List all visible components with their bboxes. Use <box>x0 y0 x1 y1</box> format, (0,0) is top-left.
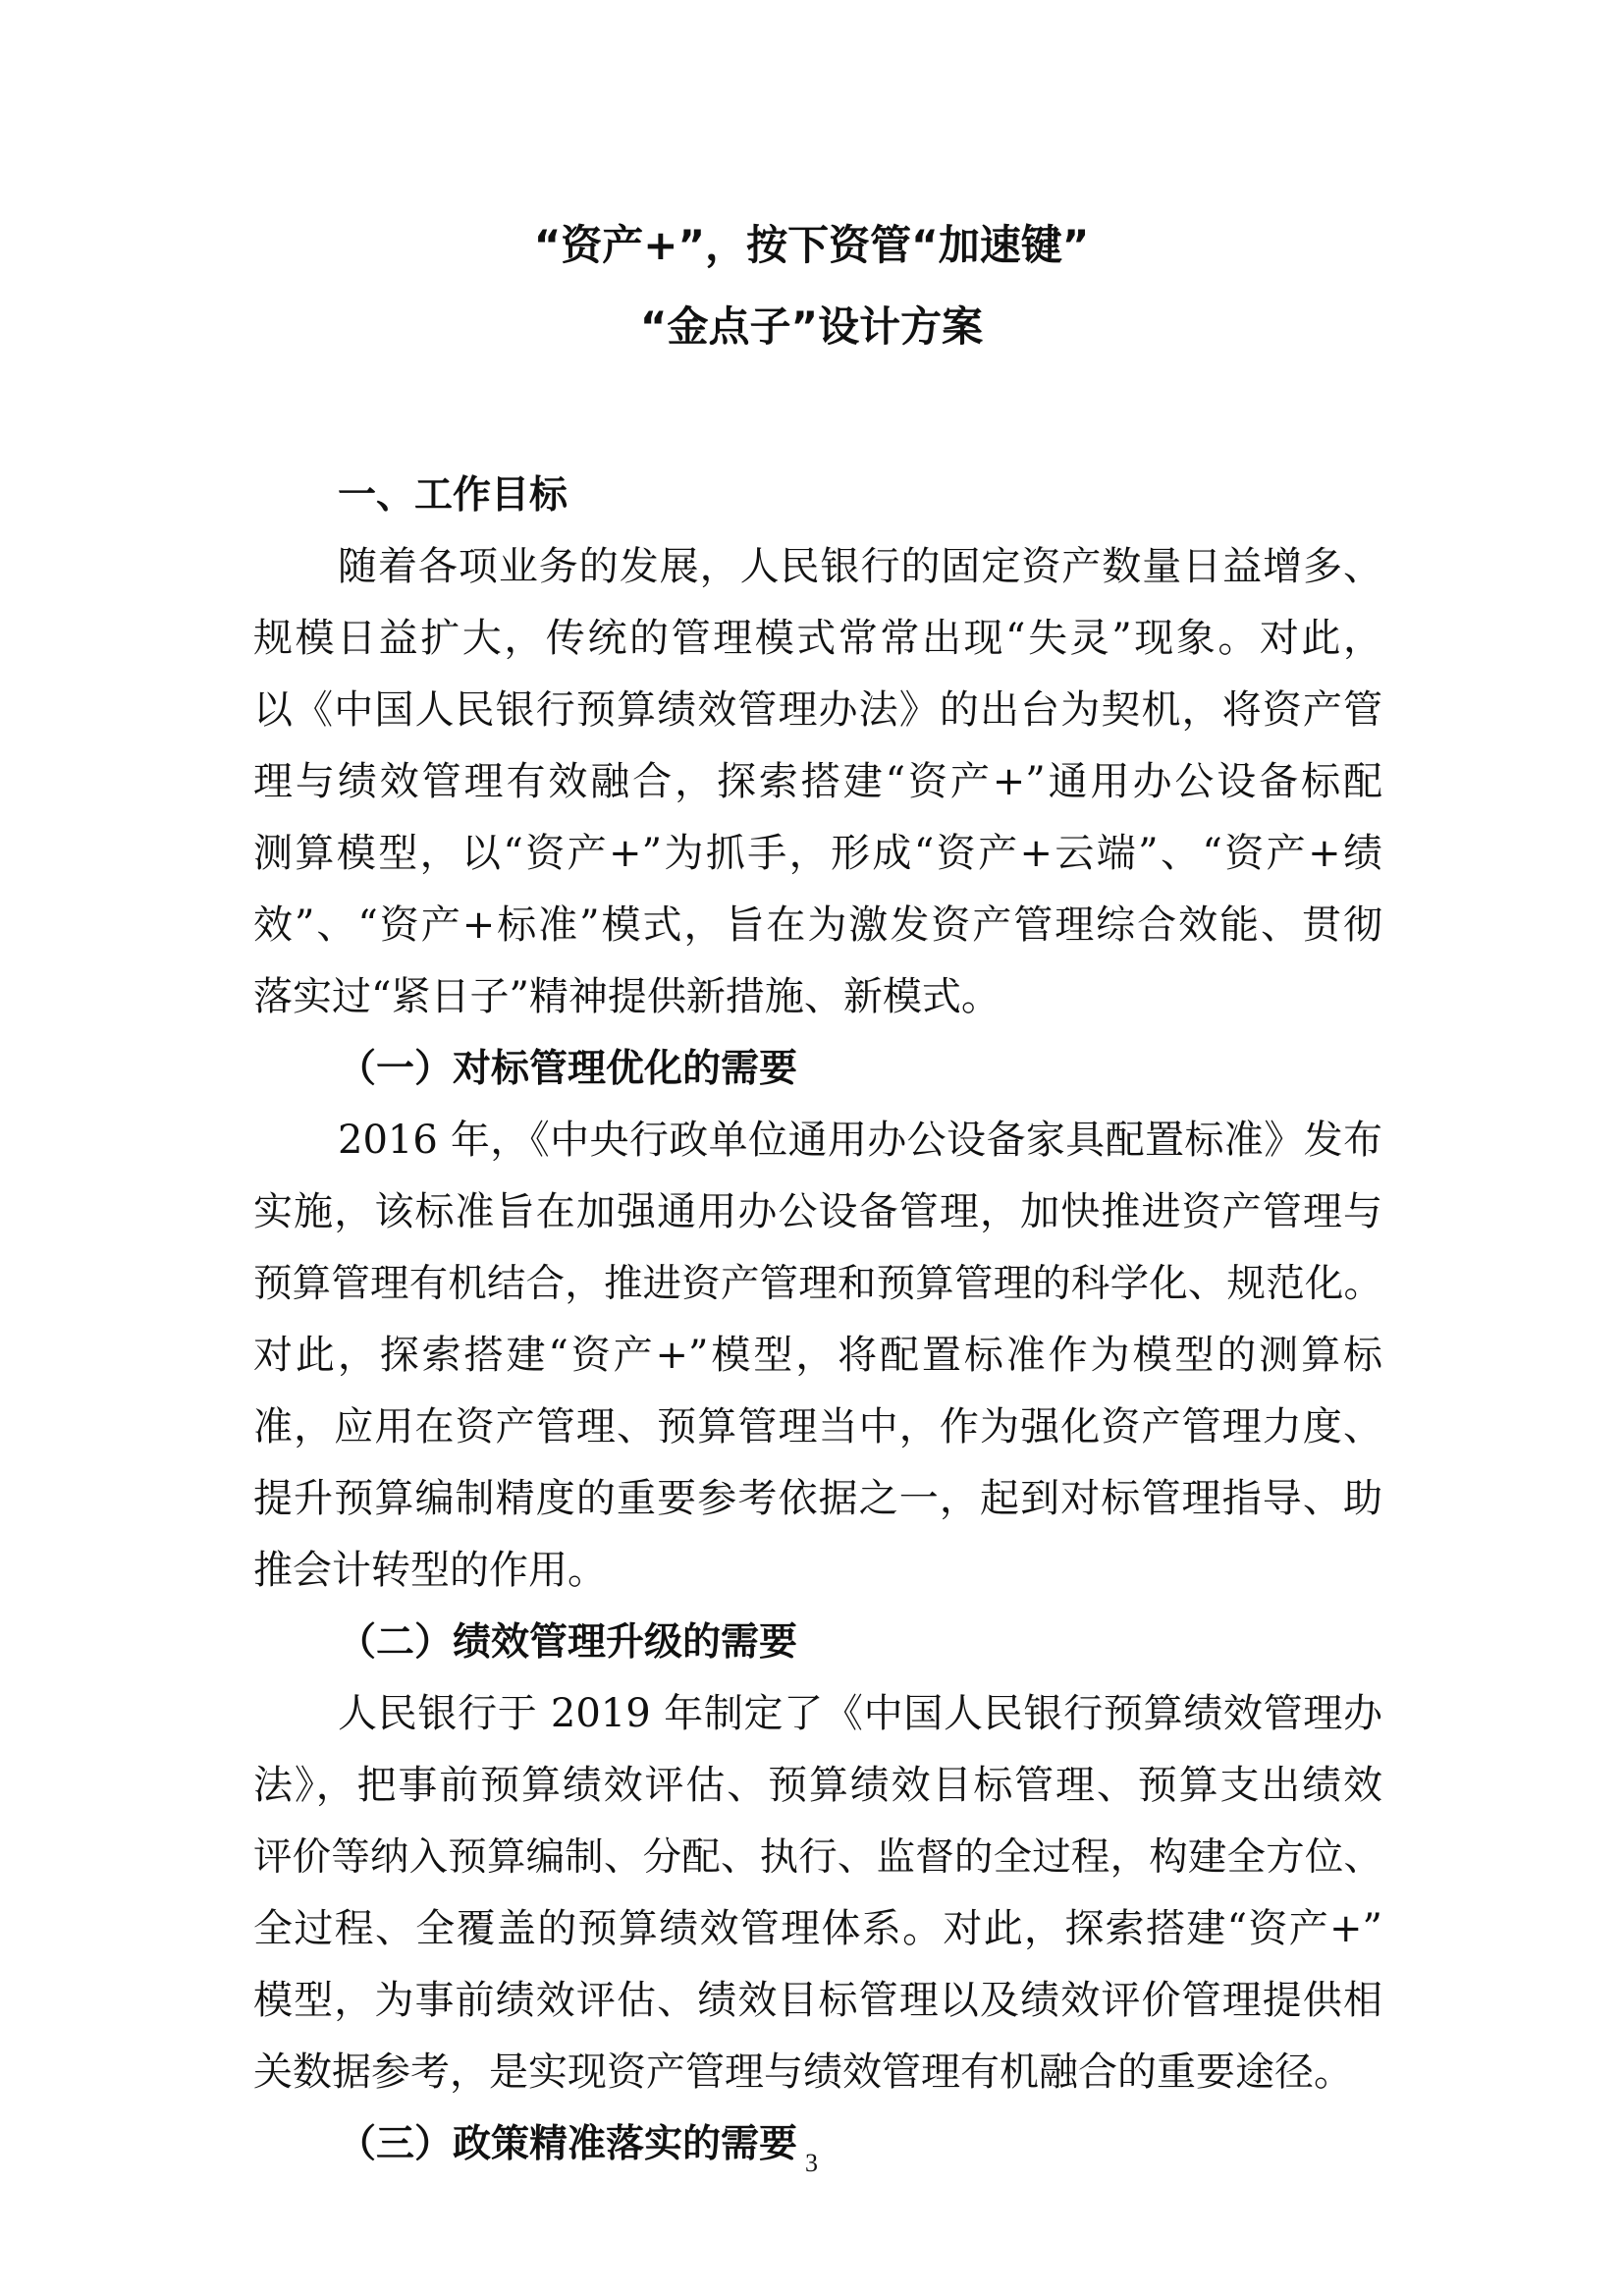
section-heading: （一）对标管理优化的需要 <box>338 1047 798 1091</box>
paragraph-line: 预算管理有机结合，推进资产管理和预算管理的科学化、规范化。 <box>253 1261 1382 1306</box>
body-paragraph <box>253 531 1382 1033</box>
body-paragraph <box>253 1105 1382 1607</box>
paragraph-line: 实施，该标准旨在加强通用办公设备管理，加快推进资产管理与 <box>253 1189 1382 1234</box>
paragraph-line: 以《中国人民银行预算绩效管理办法》的出台为契机，将资产管 <box>253 687 1382 733</box>
paragraph-line: 规模日益扩大，传统的管理模式常常出现“失灵”现象。对此， <box>253 616 1382 661</box>
paragraph-line: 全过程、全覆盖的预算绩效管理体系。对此，探索搭建“资产+” <box>253 1906 1382 1951</box>
section-heading: （三）政策精准落实的需要 <box>338 2122 798 2166</box>
paragraph-line: 关数据参考，是实现资产管理与绩效管理有机融合的重要途径。 <box>253 2050 1353 2095</box>
paragraph-line: 效”、“资产+标准”模式，旨在为激发资产管理综合效能、贯彻 <box>253 902 1382 948</box>
paragraph-line: 理与绩效管理有效融合，探索搭建“资产+”通用办公设备标配 <box>253 759 1382 804</box>
section-heading: 一、工作目标 <box>338 473 568 518</box>
paragraph-line: 对此，探索搭建“资产+”模型，将配置标准作为模型的测算标 <box>253 1333 1382 1378</box>
body-paragraph <box>253 1678 1382 2108</box>
paragraph-line: 人民银行于 2019 年制定了《中国人民银行预算绩效管理办 <box>338 1691 1382 1736</box>
paragraph-line: 提升预算编制精度的重要参考依据之一，起到对标管理指导、助 <box>253 1476 1382 1521</box>
document-body <box>253 460 1382 2180</box>
paragraph-line: 推会计转型的作用。 <box>253 1548 607 1593</box>
paragraph-line: 法》，把事前预算绩效评估、预算绩效目标管理、预算支出绩效 <box>253 1763 1382 1808</box>
title-line-1: “资产+”，按下资管“加速键” <box>533 221 1090 269</box>
page-number: 3 <box>805 2149 818 2177</box>
paragraph-line: 随着各项业务的发展，人民银行的固定资产数量日益增多、 <box>338 544 1382 589</box>
section-heading: （二）绩效管理升级的需要 <box>338 1620 798 1665</box>
paragraph-line: 落实过“紧日子”精神提供新措施、新模式。 <box>253 974 1001 1019</box>
paragraph-line: 评价等纳入预算编制、分配、执行、监督的全过程，构建全方位、 <box>253 1834 1382 1880</box>
paragraph-line: 2016 年，《中央行政单位通用办公设备家具配置标准》发布 <box>338 1118 1382 1163</box>
paragraph-line: 测算模型，以“资产+”为抓手，形成“资产+云端”、“资产+绩 <box>253 831 1382 876</box>
paragraph-line: 模型，为事前绩效评估、绩效目标管理以及绩效评价管理提供相 <box>253 1978 1382 2023</box>
document-title <box>0 204 1623 367</box>
paragraph-line: 准，应用在资产管理、预算管理当中，作为强化资产管理力度、 <box>253 1404 1382 1449</box>
title-line-2: “金点子”设计方案 <box>639 302 984 351</box>
